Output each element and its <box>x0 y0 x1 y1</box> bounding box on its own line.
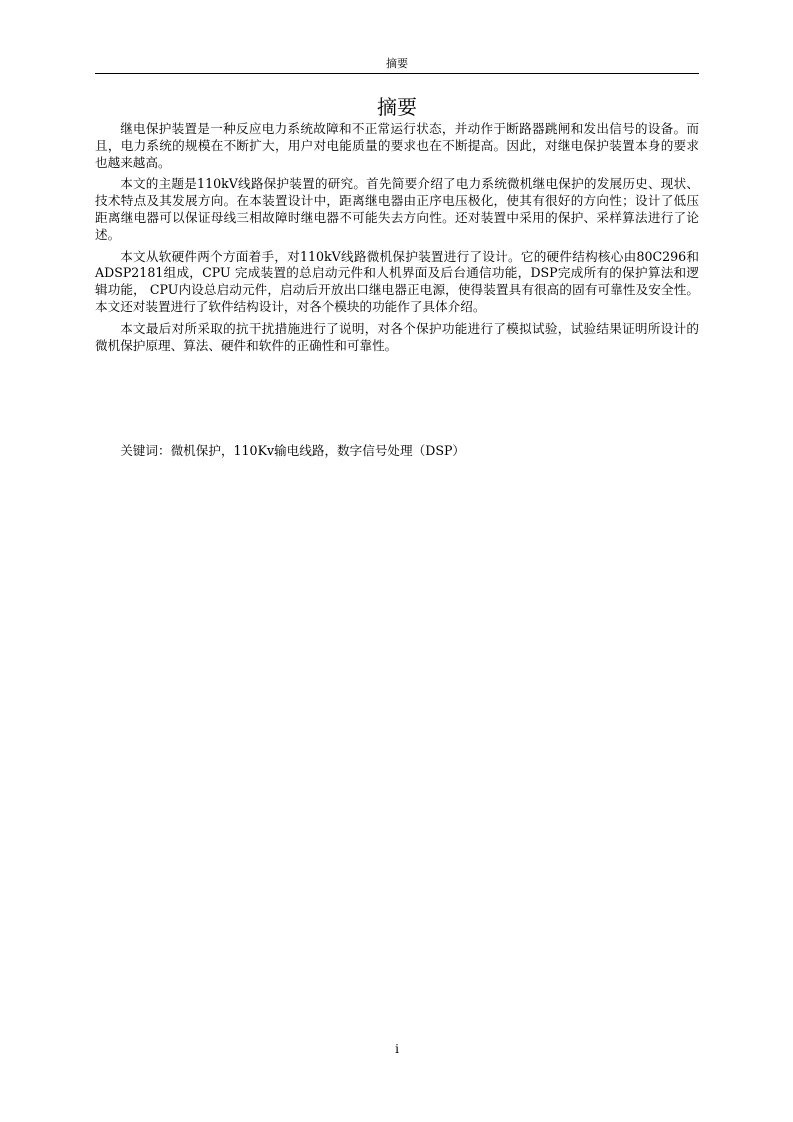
abstract-paragraph-3: 本文从软硬件两个方面着手，对110kV线路微机保护装置进行了设计。它的硬件结构核心由80C296和ADSP2181组成，CPU 完成装置的总启动元件和人机界面及后台通信功能，DSP完成所有的保护算法和逻辑功能， CPU内设总启动元件，启动后开放出口继电器正电源，使得装置具有很高的固有可靠性及安全性。本文还对装置进行了软件结构设计，对各个模块的功能作了具体介绍。 <box>95 248 699 314</box>
abstract-paragraph-4: 本文最后对所采取的抗干扰措施进行了说明，对各个保护功能进行了模拟试验，试验结果证明所设计的微机保护原理、算法、硬件和软件的正确性和可靠性。 <box>95 320 699 353</box>
abstract-paragraph-1: 继电保护装置是一种反应电力系统故障和不正常运行状态，并动作于断路器跳闸和发出信号的设备。而且，电力系统的规模在不断扩大，用户对电能质量的要求也在不断提高。因此，对继电保护装置本身的要求也越来越高。 <box>95 121 699 170</box>
page-number: i <box>395 1042 399 1056</box>
keywords-line: 关键词：微机保护，110Kv输电线路，数字信号处理（DSP） <box>120 443 466 458</box>
header-rule <box>95 73 699 74</box>
abstract-paragraph-2: 本文的主题是110kV线路保护装置的研究。首先简要介绍了电力系统微机继电保护的发展历史、现状、技术特点及其发展方向。在本装置设计中，距离继电器由正序电压极化，使其有很好的方向性；设计了低压距离继电器可以保证母线三相故障时继电器不可能失去方向性。还对装置中采用的保护、采样算法进行了论述。 <box>95 176 699 242</box>
abstract-body <box>95 121 699 359</box>
page-title: 摘要 <box>377 95 417 119</box>
running-header: 摘要 <box>386 57 408 70</box>
